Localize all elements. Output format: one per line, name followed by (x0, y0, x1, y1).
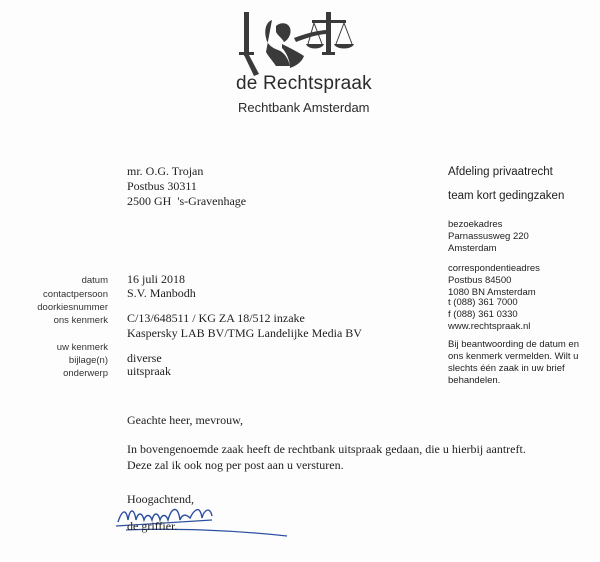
attachments-label: bijlage(n) (68, 355, 108, 366)
court-name: Rechtbank Amsterdam (238, 100, 370, 115)
contact-label: contactpersoon (43, 289, 108, 300)
team: team kort gedingzaken (448, 190, 565, 202)
correspondence-label: correspondentieadres (448, 263, 540, 274)
visit-street: Parnassusweg 220 (448, 231, 529, 242)
rechtspraak-logo-icon (232, 8, 372, 78)
subject-value: uitspraak (127, 364, 171, 378)
correspondence-city: 1080 BN Amsterdam (448, 287, 536, 298)
signatory: de griffier. (127, 519, 178, 533)
department: Afdeling privaatrecht (448, 166, 553, 178)
phone: t (088) 361 7000 (448, 297, 518, 308)
reply-note-line-4: behandelen. (448, 375, 501, 386)
reference-value-2: Kaspersky LAB BV/TMG Landelijke Media BV (127, 326, 362, 340)
org-name: de Rechtspraak (236, 73, 372, 94)
reply-note-line-3: slechts één zaak in uw brief (448, 363, 565, 374)
paragraph-2: Deze zal ik ook nog per post aan u versturen. (127, 458, 344, 472)
visit-address-label: bezoekadres (448, 219, 503, 230)
subject-label: onderwerp (63, 368, 108, 379)
reference-label: ons kenmerk (53, 315, 108, 326)
your-reference-label: uw kenmerk (56, 342, 108, 353)
date-label: datum (81, 275, 108, 286)
extension-label: doorkiesnummer (37, 302, 108, 313)
recipient-name: mr. O.G. Trojan (127, 164, 204, 178)
salutation: Geachte heer, mevrouw, (127, 413, 244, 427)
contact-value: S.V. Manbodh (127, 286, 196, 300)
attachments-value: diverse (127, 351, 162, 365)
fax: f (088) 361 0330 (448, 309, 518, 320)
reply-note-line-1: Bij beantwoording de datum en (448, 339, 579, 350)
correspondence-postbus: Postbus 84500 (448, 275, 512, 286)
reply-note-line-2: ons kenmerk vermelden. Wilt u (448, 351, 579, 362)
reference-value-1: C/13/648511 / KG ZA 18/512 inzake (127, 311, 305, 325)
visit-city: Amsterdam (448, 243, 497, 254)
closing: Hoogachtend, (127, 492, 194, 506)
recipient-postbus: Postbus 30311 (127, 179, 197, 193)
website-link[interactable]: www.rechtspraak.nl (448, 321, 531, 332)
date-value: 16 juli 2018 (127, 272, 186, 286)
paragraph-1: In bovengenoemde zaak heeft de rechtbank uitspraak gedaan, die u hierbij aantreft. (127, 442, 526, 456)
recipient-city: 2500 GH 's-Gravenhage (127, 194, 247, 208)
